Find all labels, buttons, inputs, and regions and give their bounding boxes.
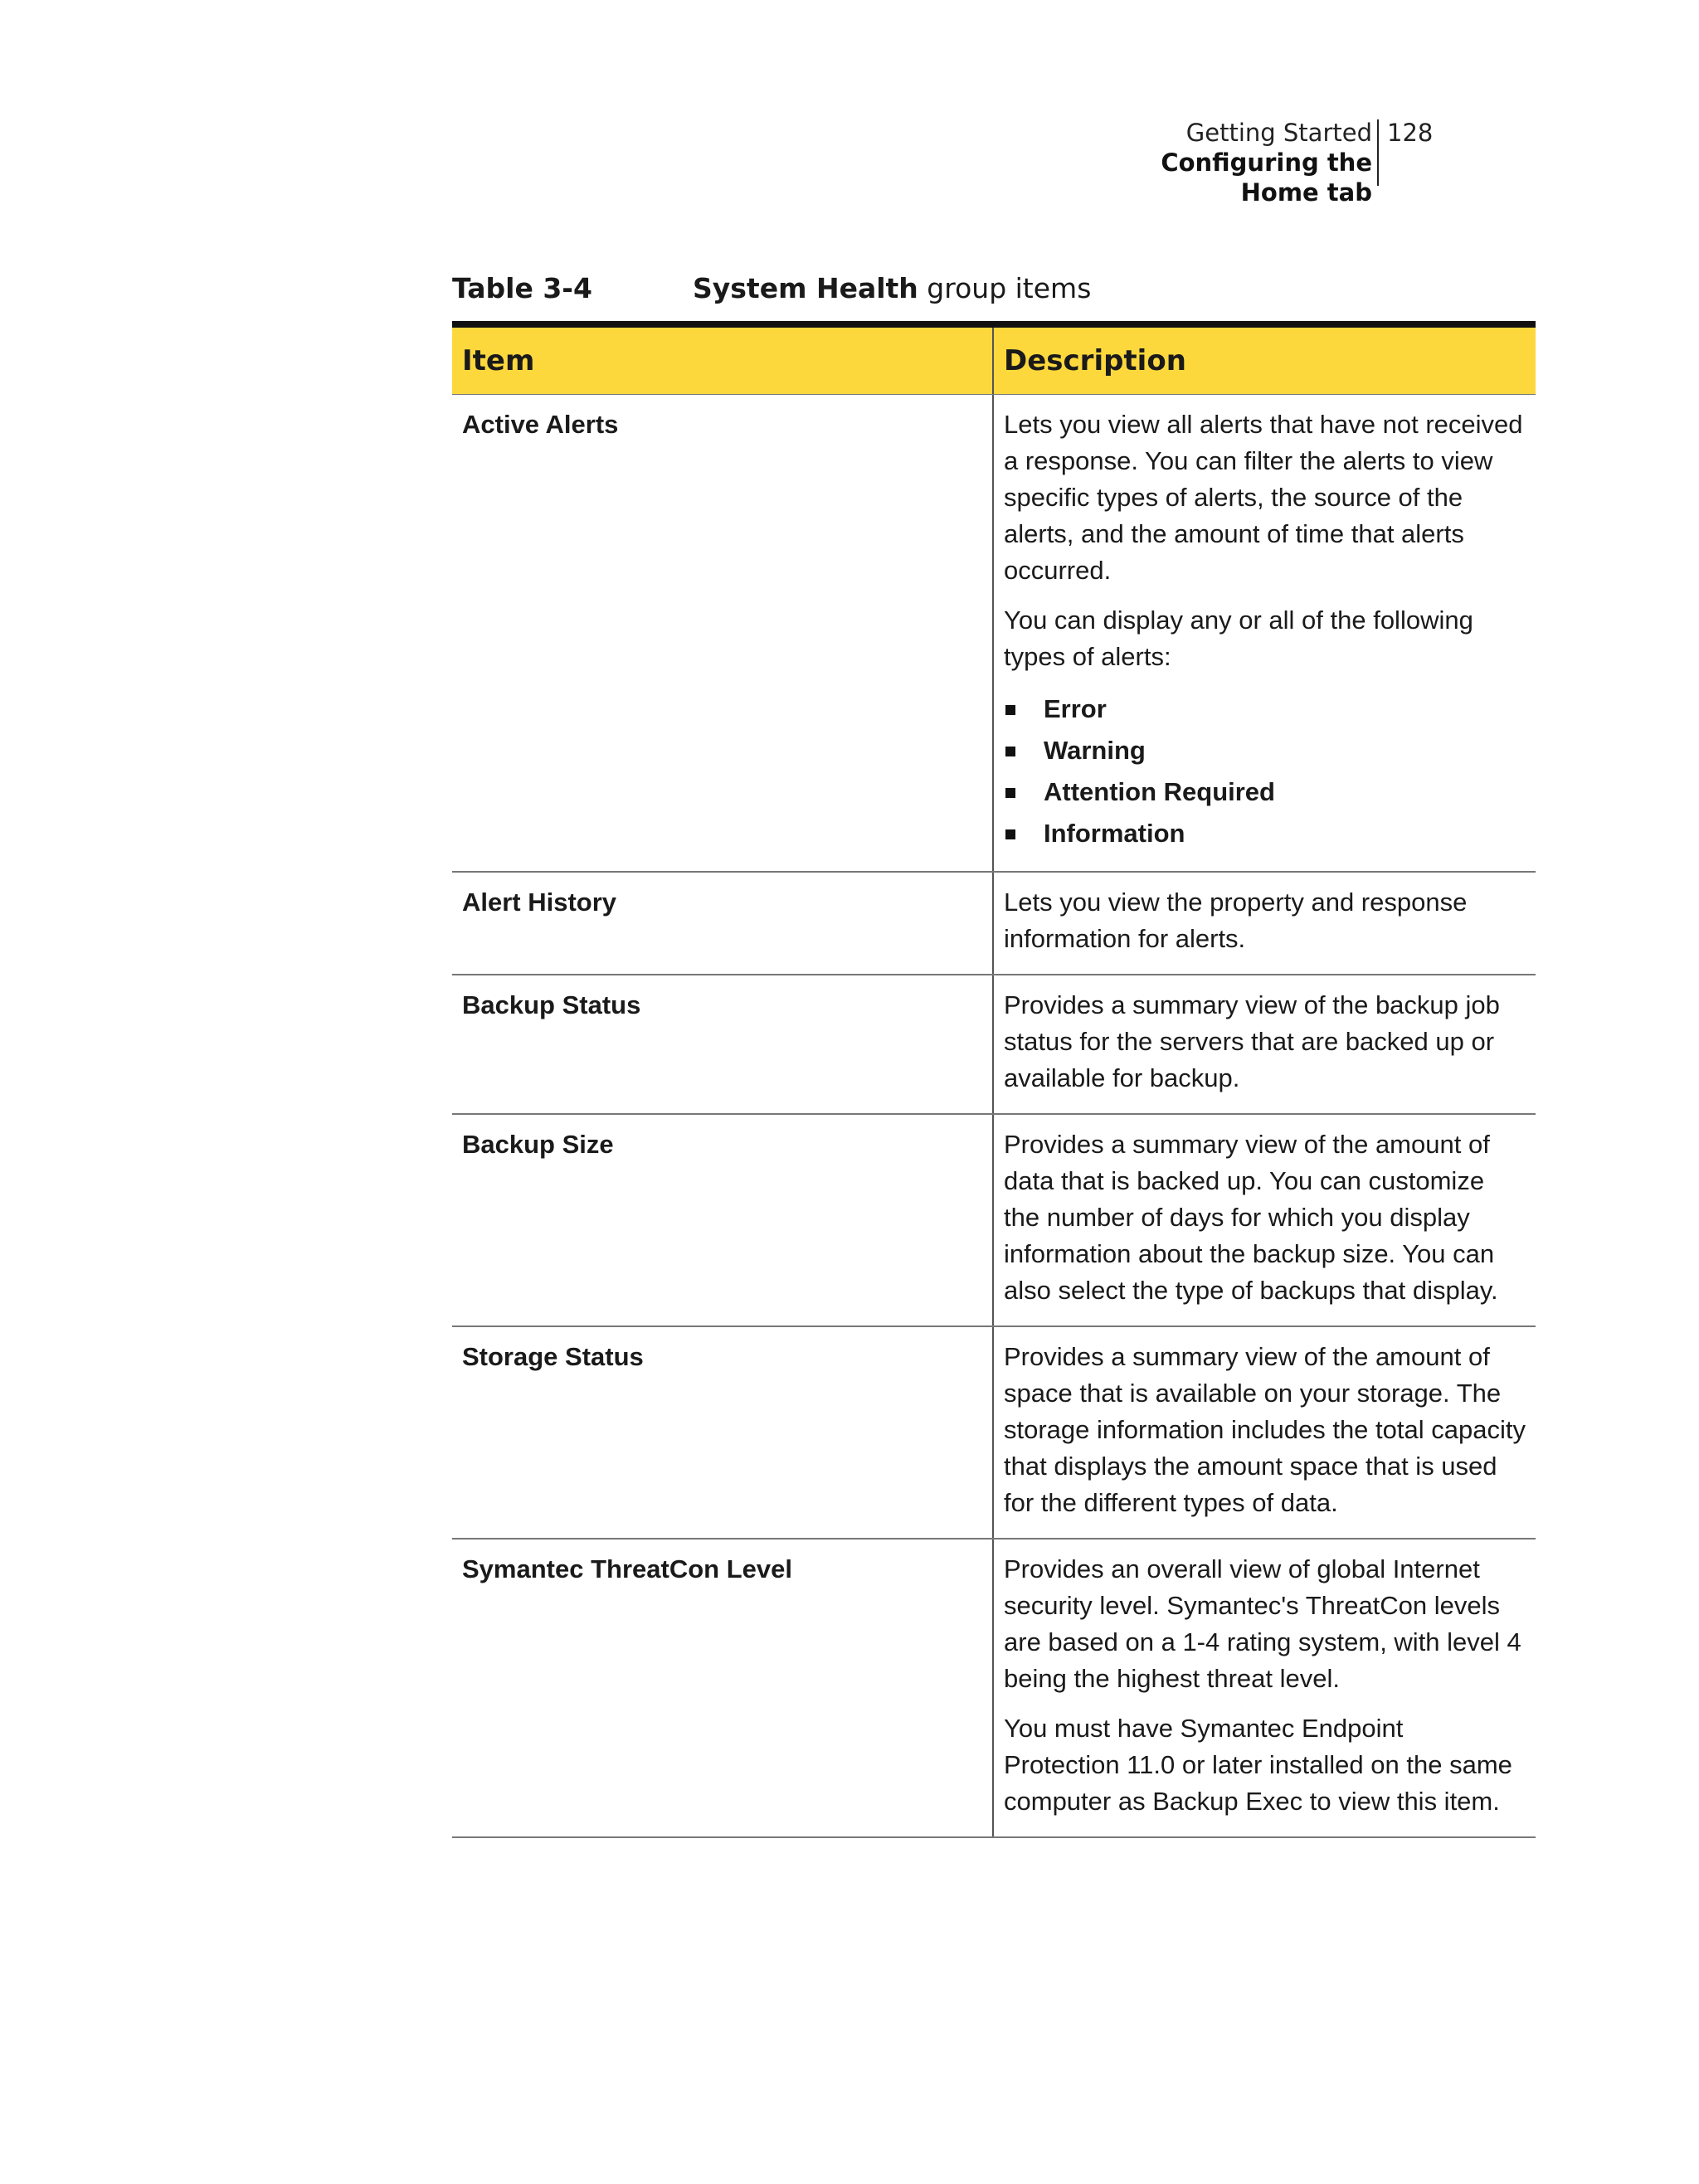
list-item: [1004, 730, 1526, 771]
square-bullet-icon: [1005, 747, 1015, 756]
item-name: Storage Status: [452, 1327, 994, 1538]
running-header: [1078, 114, 1526, 207]
header-divider: [1377, 119, 1379, 186]
description-paragraph: Lets you view all alerts that have not received a response. You can filter the alerts to view specific types of alerts, the source of the alerts, and the amount of time that alerts occurred.: [1004, 410, 1523, 585]
item-description: [994, 1540, 1536, 1836]
table-row: [452, 873, 1536, 975]
item-description: [994, 975, 1536, 1113]
square-bullet-icon: [1005, 705, 1015, 715]
table-header-row: [452, 328, 1536, 395]
running-header-text: [1078, 118, 1372, 207]
item-description: [994, 873, 1536, 974]
table-title-bold: System Health: [693, 272, 918, 304]
alert-type-list: [1004, 688, 1526, 854]
chapter-title: Getting Started: [1185, 119, 1372, 147]
table-row: [452, 975, 1536, 1115]
item-name: Backup Size: [452, 1115, 994, 1325]
item-name: Backup Status: [452, 975, 994, 1113]
list-item-label: Attention Required: [1044, 777, 1275, 806]
section-title: Configuring the Home tab: [1161, 148, 1372, 207]
list-item-label: Warning: [1044, 736, 1146, 765]
list-item: [1004, 771, 1526, 813]
list-item: [1004, 813, 1526, 854]
table-caption: [452, 270, 1531, 308]
description-paragraph: Provides a summary view of the amount of data that is backed up. You can customize the number of days for which you display information about the backup size. You can also select the type of backups that display.: [1004, 1130, 1498, 1305]
item-description: [994, 1327, 1536, 1538]
item-name: Alert History: [452, 873, 994, 974]
table-row: [452, 1327, 1536, 1540]
item-description: [994, 1115, 1536, 1325]
square-bullet-icon: [1005, 788, 1015, 798]
description-paragraph: Provides a summary view of the backup job status for the servers that are backed up or available for backup.: [1004, 990, 1500, 1092]
system-health-table: [452, 321, 1536, 1838]
item-name: Symantec ThreatCon Level: [452, 1540, 994, 1836]
description-paragraph: Provides an overall view of global Internet security level. Symantec's ThreatCon levels are based on a 1-4 rating system, with level 4 being the highest threat level.: [1004, 1554, 1521, 1693]
table-row: [452, 1115, 1536, 1327]
table-number: Table 3-4: [452, 272, 592, 304]
list-item: [1004, 688, 1526, 730]
column-header-item: Item: [452, 328, 994, 394]
description-paragraph: Provides a summary view of the amount of space that is available on your storage. The storage information includes the total capacity that displays the amount space that is used for the different types of data.: [1004, 1342, 1526, 1517]
square-bullet-icon: [1005, 829, 1015, 839]
item-name: Active Alerts: [452, 395, 994, 871]
description-paragraph: You can display any or all of the following types of alerts:: [1004, 606, 1473, 671]
table-row: [452, 395, 1536, 873]
table-row: [452, 1540, 1536, 1838]
description-paragraph: You must have Symantec Endpoint Protection 11.0 or later installed on the same computer as Backup Exec to view this item.: [1004, 1714, 1512, 1816]
list-item-label: Error: [1044, 694, 1107, 723]
table-title: [693, 270, 1091, 308]
item-description: [994, 395, 1536, 871]
description-paragraph: Lets you view the property and response information for alerts.: [1004, 888, 1468, 953]
list-item-label: Information: [1044, 819, 1185, 848]
column-header-description: Description: [1004, 344, 1186, 377]
page-number: 128: [1387, 119, 1434, 147]
table-body: [452, 395, 1536, 1838]
table-title-rest: group items: [918, 272, 1092, 304]
